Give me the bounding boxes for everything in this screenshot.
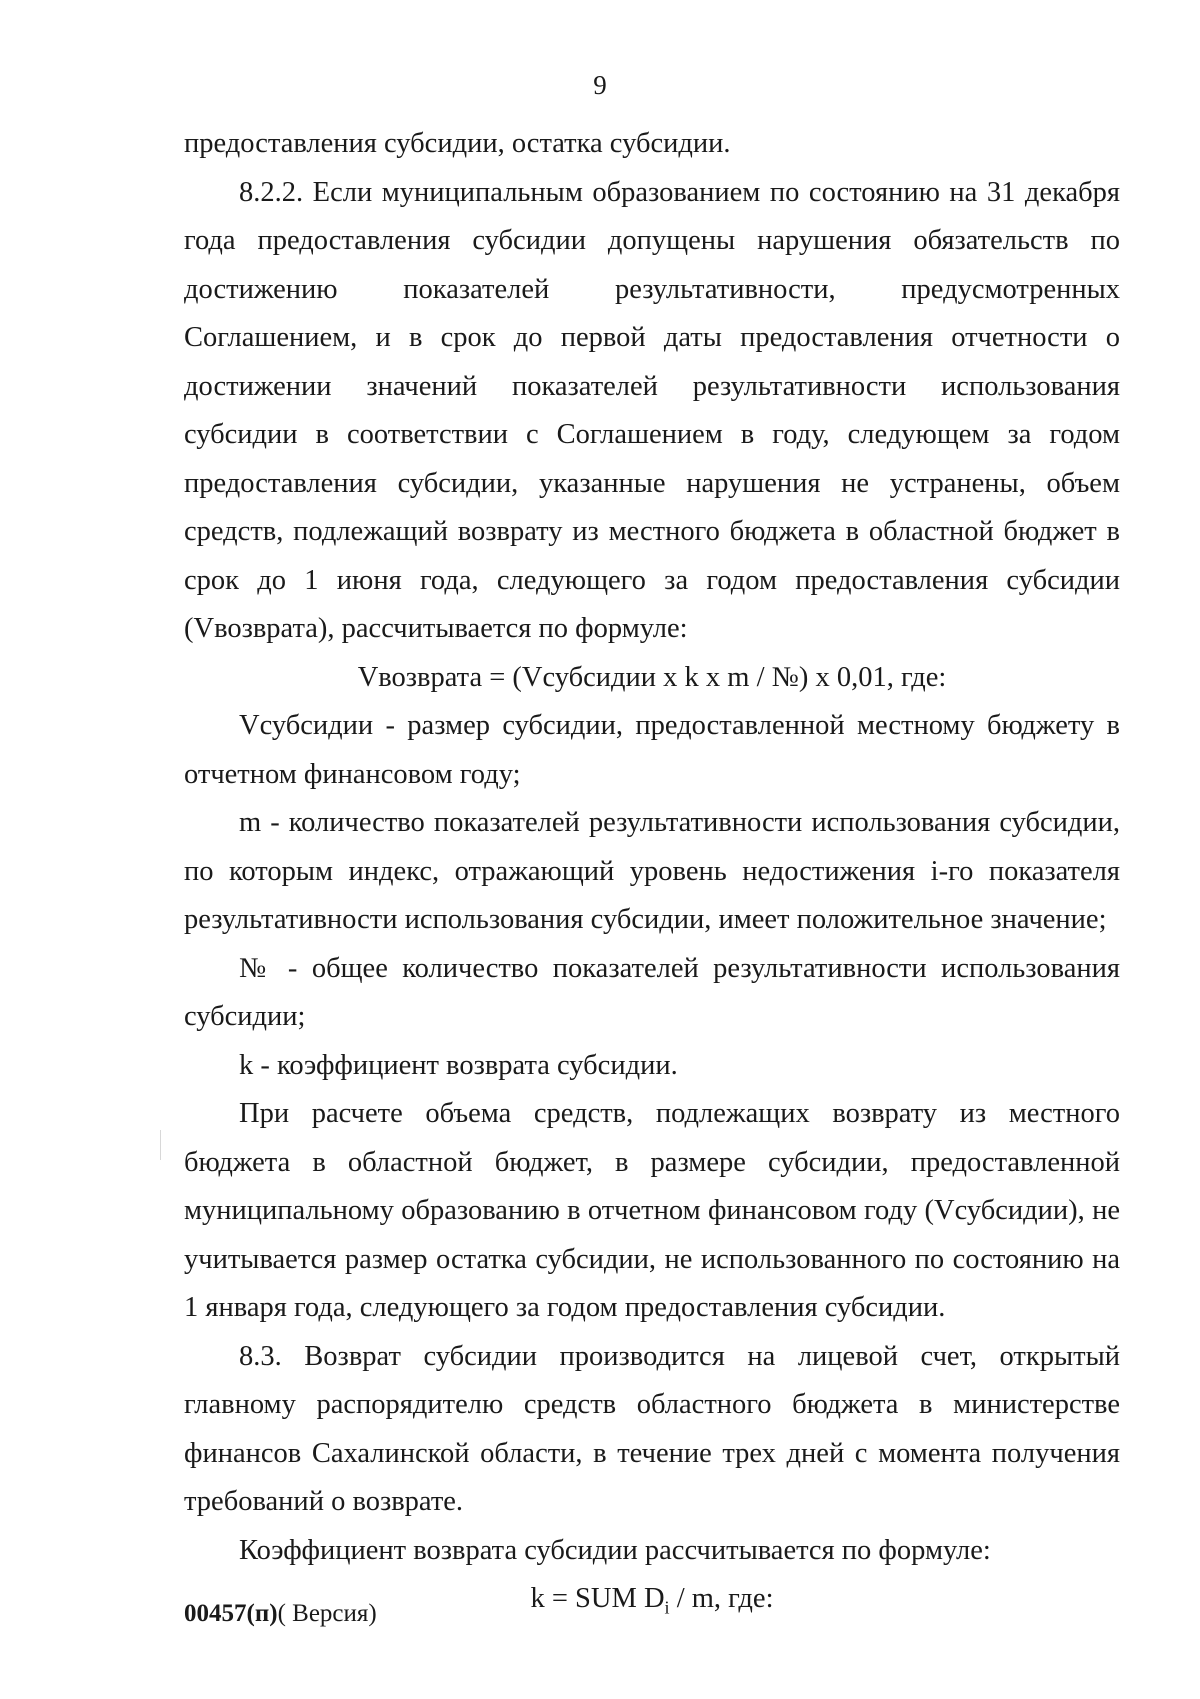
definition-k: k - коэффициент возврата субсидии.: [239, 1049, 678, 1081]
definition-m: m - количество показателей результативности использования субсидии, по которым индекс, отражающий уровень недостижения i-го показателя результативности использования субсидии, имеет положительное значение;: [184, 807, 1120, 935]
paragraph-calculation-note: При расчете объема средств, подлежащих возврату из местного бюджета в областной бюджет, в размере субсидии, предоставленной муниципальному образованию в отчетном финансовом году (Vсубсидии), не учитывается размер остатка субсидии, не использованного по состоянию на 1 января года, следующего за годом предоставления субсидии.: [184, 1098, 1120, 1323]
definition-vsubsidy: Vсубсидии - размер субсидии, предоставленной местному бюджету в отчетном финансовом году;: [184, 710, 1120, 790]
page-number: 9: [593, 70, 607, 100]
paragraph-coefficient-intro: Коэффициент возврата субсидии рассчитывается по формуле:: [239, 1534, 991, 1566]
paragraph-8-2-2: 8.2.2. Если муниципальным образованием по состоянию на 31 декабря года предоставления субсидии допущены нарушения обязательств по достижению показателей результативности, предусмотренных Соглашением, и в срок до первой даты предоставления отчетности о достижении значений показателей результативности использования субсидии в соответствии с Соглашением в году, следующем за годом предоставления субсидии, указанные нарушения не устранены, объем средств, подлежащий возврату из местного бюджета в областной бюджет в срок до 1 июня года, следующего за годом предоставления субсидии (Vвозврата), рассчитывается по формуле:: [184, 176, 1120, 644]
definition-n: № - общее количество показателей результативности использования субсидии;: [184, 952, 1120, 1032]
document-footer: [184, 1600, 377, 1628]
formula-coefficient-suffix: / m, где:: [669, 1583, 774, 1614]
scan-artifact-line: [160, 1130, 161, 1160]
paragraph-8-3: 8.3. Возврат субсидии производится на лицевой счет, открытый главному распорядителю средств областного бюджета в министерстве финансов Сахалинской области, в течение трех дней с момента получения требований о возврате.: [184, 1340, 1120, 1517]
document-body: [184, 120, 1120, 1632]
document-version: ( Версия): [277, 1600, 377, 1627]
formula-coefficient-prefix: k = SUM D: [530, 1583, 665, 1614]
document-code: 00457(п): [184, 1600, 278, 1627]
paragraph-continuation: предоставления субсидии, остатка субсидии.: [184, 128, 731, 159]
formula-coefficient-subscript: i: [664, 1597, 670, 1618]
formula-return-volume: Vвозврата = (Vсубсидии x k x m / №) x 0,01, где:: [357, 661, 947, 693]
